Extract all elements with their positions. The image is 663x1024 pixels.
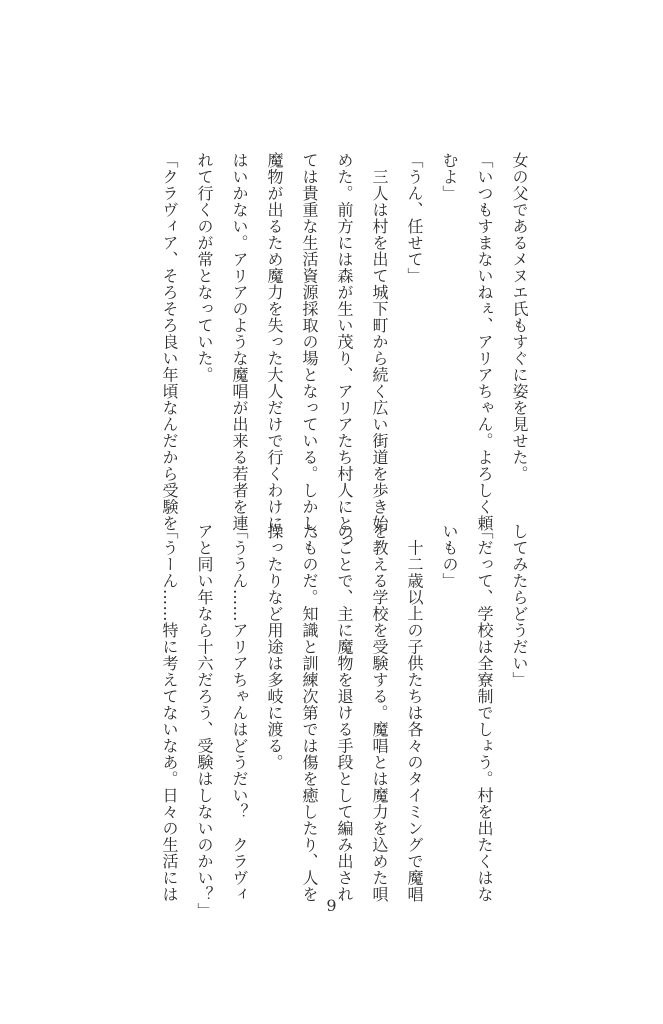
text-line: 「うん、任せて」 [405, 152, 424, 284]
upper-text-block [152, 152, 537, 548]
lower-text-block [152, 523, 537, 919]
text-line: 「いつもすまないねぇ、アリアちゃん。よろしく頼 [475, 152, 494, 532]
text-line: を教える学校を受験する。魔唱とは魔力を込めた唄 [370, 523, 389, 903]
text-line: 操ったりなど用途は多岐に渡る。 [265, 523, 284, 771]
text-line: はいかない。アリアのような魔唱が出来る若者を連 [230, 152, 249, 532]
text-line: ては貴重な生活資源採取の場となっている。しかし、 [300, 152, 319, 548]
text-line: 三人は村を出て城下町から続く広い街道を歩き始 [370, 152, 389, 532]
text-line: 女の父であるメヌエ氏もすぐに姿を見せた。 [510, 152, 529, 482]
text-line: 「だって、学校は全寮制でしょう。村を出たくはな [475, 523, 494, 903]
text-line: してみたらどうだい」 [510, 523, 529, 688]
text-line: アと同い年なら十六だろう、受験はしないのかい？」 [195, 523, 214, 919]
text-line: れて行くのが常となっていた。 [195, 152, 214, 383]
text-line: のことで、主に魔物を退ける手段として編み出され [335, 523, 354, 903]
text-line: 「クラヴィア、そろそろ良い年頃なんだから受験を [160, 152, 179, 532]
text-line: むよ」 [440, 152, 459, 202]
text-line: いもの」 [440, 523, 459, 589]
text-line: たものだ。知識と訓練次第では傷を癒したり、人を [300, 523, 319, 903]
text-line: 「うーん……特に考えてないなあ。日々の生活には [160, 523, 179, 903]
text-line: めた。前方には森が生い茂り、アリアたち村人にとっ [335, 152, 354, 548]
text-line: 十二歳以上の子供たちは各々のタイミングで魔唱 [405, 523, 424, 903]
text-line: 「ううん……アリアちゃんはどうだい？ クラヴィ [230, 523, 249, 903]
text-line: 魔物が出るため魔力を失った大人だけで行くわけに [265, 152, 284, 532]
page-number: 9 [326, 896, 337, 915]
